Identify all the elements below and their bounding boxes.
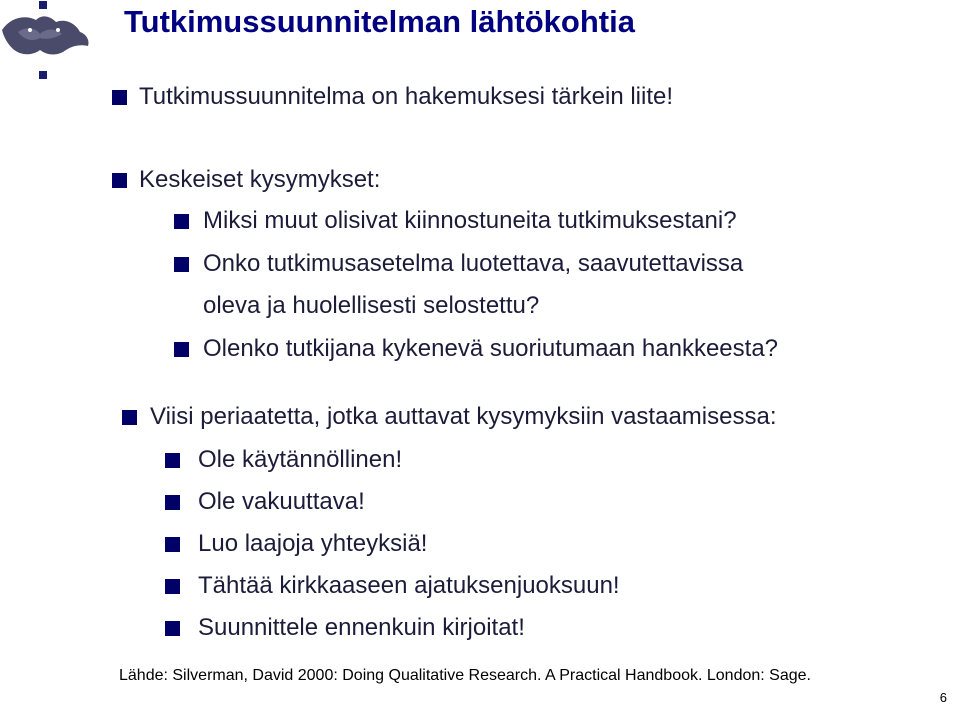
square-bullet-icon <box>112 90 127 105</box>
bullet-text: Miksi muut olisivat kiinnostuneita tutkimuksestani? <box>203 207 737 234</box>
bullet-text: Tähtää kirkkaaseen ajatuksenjuoksuun! <box>198 572 620 599</box>
bullet-item <box>112 83 673 111</box>
sub-bullet-item <box>174 335 778 363</box>
bullet-text: Luo laajoja yhteyksiä! <box>198 530 428 557</box>
bullet-text-continuation: oleva ja huolellisesti selostettu? <box>203 292 540 319</box>
university-logo-icon <box>0 0 110 85</box>
square-bullet-icon <box>165 495 180 510</box>
square-bullet-icon <box>174 342 189 357</box>
bullet-text: Keskeiset kysymykset: <box>139 166 381 193</box>
square-bullet-icon <box>174 214 189 229</box>
source-citation: Lähde: Silverman, David 2000: Doing Qualitative Research. A Practical Handbook. London: Sage. <box>119 667 811 684</box>
bullet-text: Tutkimussuunnitelma on hakemuksesi tärkein liite! <box>139 83 674 110</box>
bullet-text: Ole käytännöllinen! <box>198 446 403 473</box>
sub-bullet-item <box>174 250 743 278</box>
square-bullet-icon <box>174 257 189 272</box>
bullet-item <box>122 403 776 431</box>
bullet-text: Suunnittele ennenkuin kirjoitat! <box>198 614 525 641</box>
sub-bullet-item <box>165 488 365 516</box>
square-bullet-icon <box>165 579 180 594</box>
bullet-text: Ole vakuuttava! <box>198 488 365 515</box>
square-bullet-icon <box>112 173 127 188</box>
bullet-text: Viisi periaatetta, jotka auttavat kysymyksiin vastaamisessa: <box>150 403 777 430</box>
bullet-text: Onko tutkimusasetelma luotettava, saavutettavissa <box>203 250 744 277</box>
sub-bullet-item <box>165 614 525 642</box>
bullet-text: Olenko tutkijana kykenevä suoriutumaan hankkeesta? <box>203 335 779 362</box>
sub-bullet-item <box>165 446 402 474</box>
square-bullet-icon <box>165 621 180 636</box>
sub-bullet-item <box>165 530 427 558</box>
slide-title: Tutkimussuunnitelman lähtökohtia <box>124 4 635 39</box>
square-bullet-icon <box>165 537 180 552</box>
square-bullet-icon <box>165 453 180 468</box>
sub-bullet-item <box>174 207 737 235</box>
square-bullet-icon <box>122 410 137 425</box>
page-number: 6 <box>939 690 947 705</box>
sub-bullet-item <box>165 572 620 600</box>
bullet-item <box>112 166 380 194</box>
